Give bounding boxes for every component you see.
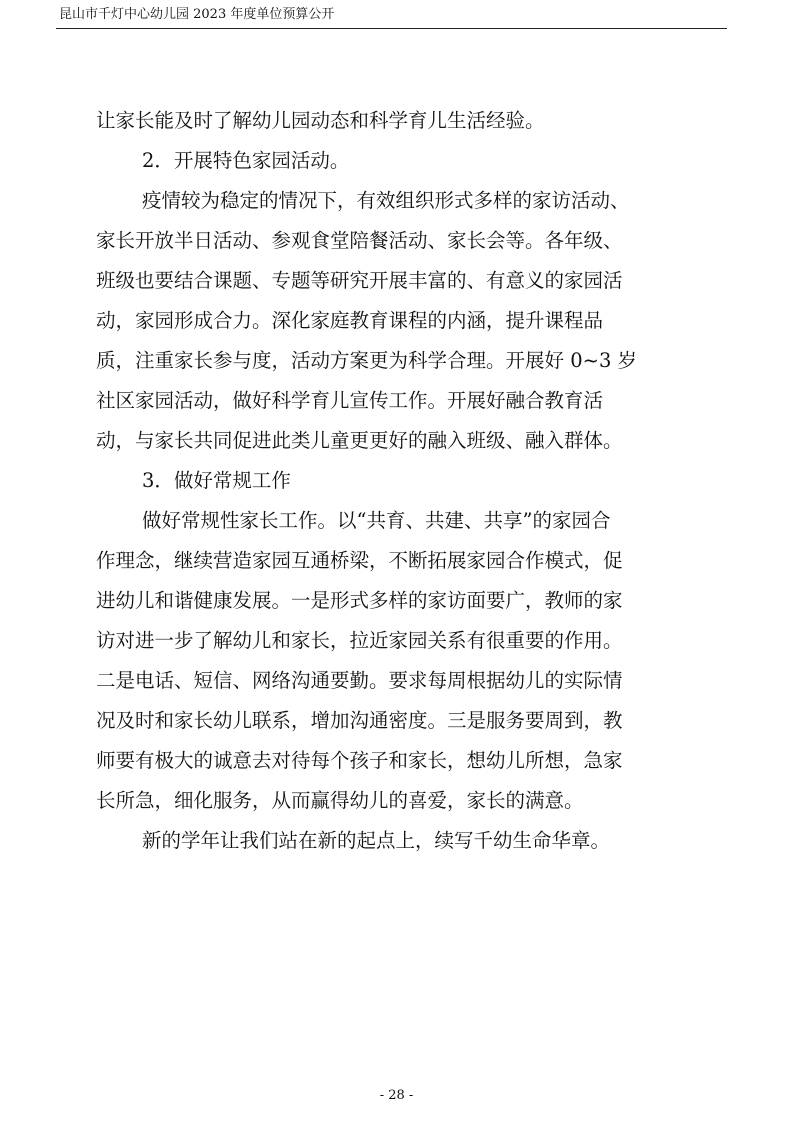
body-line: 社区家园活动，做好科学育儿宣传工作。开展好融合教育活 (96, 389, 604, 412)
body-line: 二是电话、短信、网络沟通要勤。要求每周根据幼儿的实际情 (96, 669, 623, 692)
body-line: 动，与家长共同促进此类儿童更更好的融入班级、融入群体。 (96, 429, 623, 452)
header-divider (56, 28, 727, 29)
body-line: 做好常规性家长工作。以“共育、共建、共享”的家园合 (142, 509, 611, 532)
body-line: 长所急，细化服务，从而赢得幼儿的喜爱，家长的满意。 (96, 789, 584, 812)
body-line: 质，注重家长参与度，活动方案更为科学合理。开展好 0~3 岁 (96, 349, 638, 372)
body-line: 疫情较为稳定的情况下，有效组织形式多样的家访活动、 (142, 189, 630, 212)
body-line: 作理念，继续营造家园互通桥梁，不断拓展家园合作模式，促 (96, 549, 623, 572)
body-line: 访对进一步了解幼儿和家长，拉近家园关系有很重要的作用。 (96, 629, 623, 652)
body-line: 师要有极大的诚意去对待每个孩子和家长，想幼儿所想，急家 (96, 749, 623, 772)
body-line: 家长开放半日活动、参观食堂陪餐活动、家长会等。各年级、 (96, 229, 623, 252)
body-line: 动，家园形成合力。深化家庭教育课程的内涵，提升课程品 (96, 309, 604, 332)
body-line: 让家长能及时了解幼儿园动态和科学育儿生活经验。 (96, 109, 545, 132)
body-line: 进幼儿和谐健康发展。一是形式多样的家访面要广，教师的家 (96, 589, 623, 612)
body-line: 新的学年让我们站在新的起点上，续写千幼生命华章。 (142, 829, 611, 852)
header-title: 昆山市千灯中心幼儿园 2023 年度单位预算公开 (59, 7, 335, 22)
page-number: - 28 - (379, 1088, 414, 1103)
body-line: 班级也要结合课题、专题等研究开展丰富的、有意义的家园活 (96, 269, 623, 292)
section-heading: 3．做好常规工作 (142, 469, 291, 492)
section-heading: 2．开展特色家园活动。 (142, 149, 350, 172)
body-line: 况及时和家长幼儿联系，增加沟通密度。三是服务要周到，教 (96, 709, 623, 732)
